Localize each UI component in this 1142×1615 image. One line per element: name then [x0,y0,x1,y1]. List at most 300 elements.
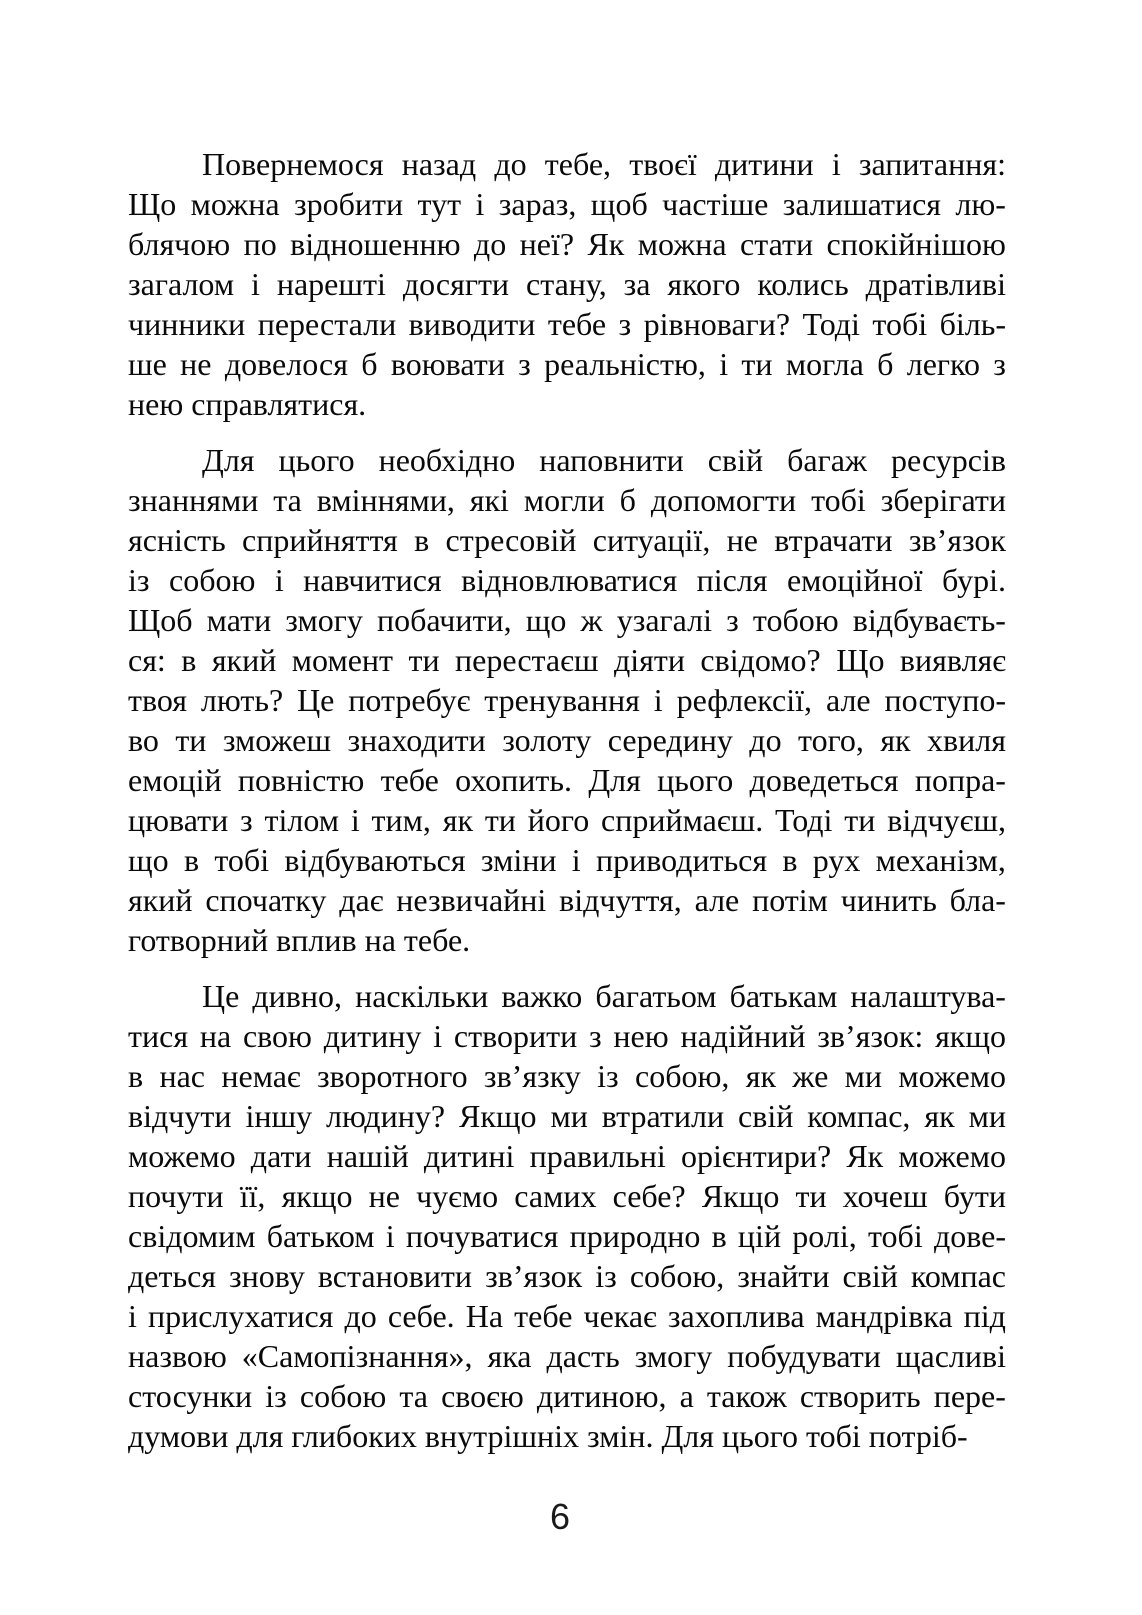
text-line [128,184,1006,224]
word: могли [523,482,605,518]
word: та [273,482,302,518]
word: дає [339,882,384,918]
word: в [128,1058,144,1094]
word: створить [799,1378,921,1414]
word: зв’язок [485,1258,583,1294]
word: але [825,682,871,718]
word: свідомим [128,1218,256,1254]
word: знову [229,1258,305,1294]
word: узагалі [616,602,713,638]
word: його [527,802,590,838]
word: тобі [811,482,866,518]
text-line [128,760,1006,800]
word: компас, [807,1098,911,1134]
text-line [128,224,1006,264]
word: Це [297,682,335,718]
word: побудувати [727,1338,881,1374]
word: середину [607,722,733,758]
word: нас [159,1058,205,1094]
word: тілом [264,802,339,838]
word: зв’язок: [817,1018,924,1054]
word: багатьом [595,978,717,1014]
word: стресовій [445,522,577,558]
text-line [128,1096,1006,1136]
word: в [183,842,200,878]
word: лю- [955,186,1006,222]
word: довелося [224,346,348,382]
word: відчуєш, [887,802,1006,838]
word: що [525,602,567,638]
word: який [128,882,193,918]
word: назвою [128,1338,227,1374]
word: Щоб [128,602,193,638]
word: але [694,882,740,918]
word: батькам [729,978,838,1014]
text-line [128,1016,1006,1056]
word: знаходити [347,722,486,758]
word: нашій [326,1138,409,1174]
word: Тоді [802,306,860,342]
word: створити [453,1018,578,1054]
word: з [588,1018,602,1054]
word: з [993,346,1006,382]
word: багаж [787,442,867,478]
word: і [719,346,729,382]
word: ситуації, [592,522,711,558]
word: ясність [128,522,226,558]
word: зробити [293,186,404,222]
word: і [128,1298,137,1334]
text-line [128,1376,1006,1416]
word: з [618,306,632,342]
word: хвиля [927,722,1006,758]
word: та [399,1378,428,1414]
word: себе. [387,1298,455,1334]
word: відбуваєть- [852,602,1006,638]
word: і [831,146,841,182]
word: деться [128,1258,216,1294]
word: тебе [380,762,439,798]
text-line [128,264,1006,304]
word: ти [408,642,440,678]
word: Тоді [775,802,833,838]
word: во [128,722,159,758]
word: змогу [634,1338,713,1374]
word: дитину [323,1018,422,1054]
text-line [128,680,1006,720]
word: блячою [128,226,231,262]
word: своєю [441,1378,524,1414]
word: прислухатися [147,1298,334,1334]
word: б [877,346,894,382]
word: Для [588,762,641,798]
text-line [128,144,1006,184]
word: Це [202,978,240,1014]
paragraph [128,440,1006,960]
word: ти [741,346,773,382]
word: побачити, [376,602,512,638]
word: момент [291,642,393,678]
word: тебе [514,1298,573,1334]
word: цій [737,1218,782,1254]
word: під [963,1298,1006,1334]
word: наповнити [539,442,684,478]
word: до [344,1298,377,1334]
word: «Самопізнання», [241,1338,473,1374]
text-line: нею справлятися. [128,386,367,422]
word: ми [844,1058,883,1094]
word: не [726,522,758,558]
word: в [711,1218,727,1254]
word: її, [239,1178,266,1214]
word: твоя [128,682,187,718]
word: не [180,346,212,382]
word: виявляє [899,642,1006,678]
word: твоєї [629,146,697,182]
word: Як [846,1138,884,1174]
word: же [792,1058,829,1094]
word: цювати [128,802,229,838]
word: б [361,346,378,382]
word: чинники [128,306,246,342]
word: необхідно [378,442,516,478]
word: як [924,1098,955,1134]
word: і [653,682,663,718]
text-line [128,480,1006,520]
word: рефлексії, [676,682,813,718]
word: бурі. [942,562,1006,598]
word: самих [514,1178,597,1214]
word: свідомо? [700,642,821,678]
text-line [128,520,1006,560]
word: в [181,642,197,678]
word: стати [740,226,814,262]
word: собою, [629,1258,725,1294]
text-line [128,1136,1006,1176]
word: б [619,482,636,518]
word: цього [278,442,355,478]
word: і [433,1018,443,1054]
word: з [240,802,253,838]
word: дасть [546,1338,620,1374]
word: і [571,842,581,878]
word: тут [417,186,462,222]
word: зміни [480,842,557,878]
word: охопить. [455,762,572,798]
word: вміннями, [316,482,455,518]
word: після [696,562,768,598]
word: як [745,1058,777,1094]
word: зворотного [317,1058,468,1094]
word: емоцій [128,762,222,798]
word: ти [844,802,876,838]
word: в [414,522,430,558]
word: які [469,482,509,518]
word: колись [757,266,849,302]
word: поступо- [884,682,1006,718]
word: легко [906,346,980,382]
word: батьком [266,1218,375,1254]
word: залишатися [782,186,941,222]
word: собою, [635,1058,730,1094]
word: ми [550,1098,588,1134]
text-line: думови для глибоких внутрішніх змін. Для цього тобі потріб- [128,1418,968,1454]
word: свій [707,442,764,478]
word: і [475,186,485,222]
word: втрачати [774,522,893,558]
word: сприйняття [242,522,398,558]
word: ше [128,346,167,382]
word: виводити [408,306,536,342]
word: тобі [214,842,270,878]
word: незвичайні [396,882,547,918]
word: дати [250,1138,312,1174]
word: потребує [348,682,471,718]
word: чуємо [416,1178,499,1214]
word: Що [128,186,177,222]
word: На [465,1298,504,1334]
word: тобі [867,1218,923,1254]
word: мати [206,602,272,638]
word: тебе, [544,146,612,182]
word: Що [836,642,885,678]
word: емоційної [786,562,923,598]
word: стосунки [128,1378,253,1414]
text-line [128,800,1006,840]
word: нею [613,1018,669,1054]
word: рух [812,842,861,878]
page-number: 6 [549,1496,571,1537]
word: яка [487,1338,532,1374]
word: по [243,226,277,262]
word: якого [667,266,741,302]
word: зв’язок [908,522,1006,558]
word: немає [221,1058,301,1094]
word: чинить [840,882,937,918]
word: тися [128,1018,189,1054]
word: людину? [326,1098,446,1134]
word: нарешті [276,266,386,302]
text-line [128,1336,1006,1376]
word: ся: [128,642,166,678]
word: зможеш [222,722,332,758]
word: на [199,1018,232,1054]
word: назад [401,146,477,182]
word: потім [752,882,828,918]
word: повністю [237,762,365,798]
text-line [128,440,1006,480]
word: доведеться [749,762,899,798]
word: налаштува- [850,978,1006,1014]
word: ми [968,1098,1006,1134]
word: Повернемося [202,146,384,182]
text-line [128,976,1006,1016]
word: зберігати [880,482,1006,518]
word: цього [657,762,734,798]
word: відновлюватися [461,562,678,598]
word: стану, [525,266,607,302]
word: собою [168,562,256,598]
word: почути [128,1178,224,1214]
word: ресурсів [891,442,1006,478]
word: реальністю, [544,346,706,382]
word: дитини [714,146,814,182]
word: із [128,562,150,598]
word: Як [587,226,625,262]
word: як [442,802,473,838]
text-line [128,720,1006,760]
word: золоту [502,722,592,758]
word: дитиною, [536,1378,667,1414]
word: можемо [898,1138,1006,1174]
word: щасливі [895,1338,1006,1374]
text-line [128,304,1006,344]
word: надійний [680,1018,806,1054]
word: як [880,722,911,758]
word: перестаєш [455,642,599,678]
word: спочатку [205,882,327,918]
word: захоплива [667,1298,805,1334]
word: приводиться [595,842,768,878]
word: правильні [529,1138,666,1174]
word: до [749,722,782,758]
word: з [726,602,739,638]
paragraph [128,976,1006,1456]
word: досягти [402,266,510,302]
word: знайти [737,1258,830,1294]
word: встановити [317,1258,473,1294]
text-line [128,840,1006,880]
word: до [473,226,507,262]
text-line [128,560,1006,600]
word: можемо [128,1138,236,1174]
word: біль- [939,306,1006,342]
word: і [274,562,284,598]
word: тебе [547,306,607,342]
word: зараз, [498,186,577,222]
word: відчуття, [559,882,682,918]
text-block [128,144,1006,1456]
word: іншу [245,1098,313,1134]
word: дове- [933,1218,1006,1254]
word: можна [190,186,280,222]
word: діяти [613,642,685,678]
word: собою [299,1378,387,1414]
word: попра- [914,762,1006,798]
word: свою [242,1018,312,1054]
word: важко [501,978,583,1014]
word: якщо [935,1018,1006,1054]
word: неї? [519,226,575,262]
word: свій [738,1098,794,1134]
word: до [494,146,527,182]
word: чекає [583,1298,657,1334]
word: і [350,802,360,838]
word: тобі [872,306,928,342]
word: а [679,1378,694,1414]
word: Якщо [458,1098,537,1134]
word: загалом [128,266,235,302]
word: орієнтири? [680,1138,832,1174]
word: сприймаєш. [601,802,764,838]
word: щоб [590,186,648,222]
word: рівноваги? [643,306,791,342]
paragraph [128,144,1006,424]
word: із [597,1058,619,1094]
text-line [128,1056,1006,1096]
word: частіше [662,186,769,222]
word: в [782,842,798,878]
word: компас [910,1258,1006,1294]
word: воювати [390,346,505,382]
word: з [518,346,531,382]
word: дитині [423,1138,515,1174]
word: відчути [128,1098,232,1134]
word: свій [842,1258,898,1294]
text-line [128,1176,1006,1216]
text-line [128,1216,1006,1256]
word: і [251,266,260,302]
word: пере- [933,1378,1006,1414]
word: можна [637,226,727,262]
word: і [385,1218,395,1254]
word: мандрівка [815,1298,953,1334]
word: із [265,1378,287,1414]
word: відбуваються [284,842,466,878]
text-line [128,880,1006,920]
word: знаннями [128,482,259,518]
text-line [128,600,1006,640]
word: спокійнішою [826,226,1006,262]
word: можемо [898,1058,1006,1094]
word: ти [484,802,516,838]
word: не [368,1178,400,1214]
text-line [128,1256,1006,1296]
text-line: готворний вплив на тебе. [128,922,471,958]
word: Якщо [701,1178,780,1214]
word: ти [795,1178,827,1214]
word: тренування [484,682,640,718]
word: тим, [371,802,431,838]
word: механізм, [875,842,1006,878]
word: допомогти [650,482,797,518]
word: за [623,266,651,302]
word: дратівливі [865,266,1006,302]
word: зв’язку [483,1058,581,1094]
word: також [706,1378,787,1414]
word: почуватися [405,1218,559,1254]
word: навчитися [303,562,442,598]
word: Для [202,442,255,478]
word: дивно, [252,978,343,1014]
text-line [128,1296,1006,1336]
word: хочеш [842,1178,928,1214]
word: ролі, [792,1218,857,1254]
text-line [128,640,1006,680]
word: із [595,1258,617,1294]
word: того, [798,722,864,758]
word: бла- [949,882,1006,918]
word: себе? [612,1178,686,1214]
word: втратили [601,1098,725,1134]
word: бути [943,1178,1006,1214]
word: якщо [281,1178,353,1214]
word: лють? [200,682,284,718]
word: який [211,642,277,678]
word: тобою [752,602,839,638]
word: природно [569,1218,701,1254]
word: могла [785,346,864,382]
